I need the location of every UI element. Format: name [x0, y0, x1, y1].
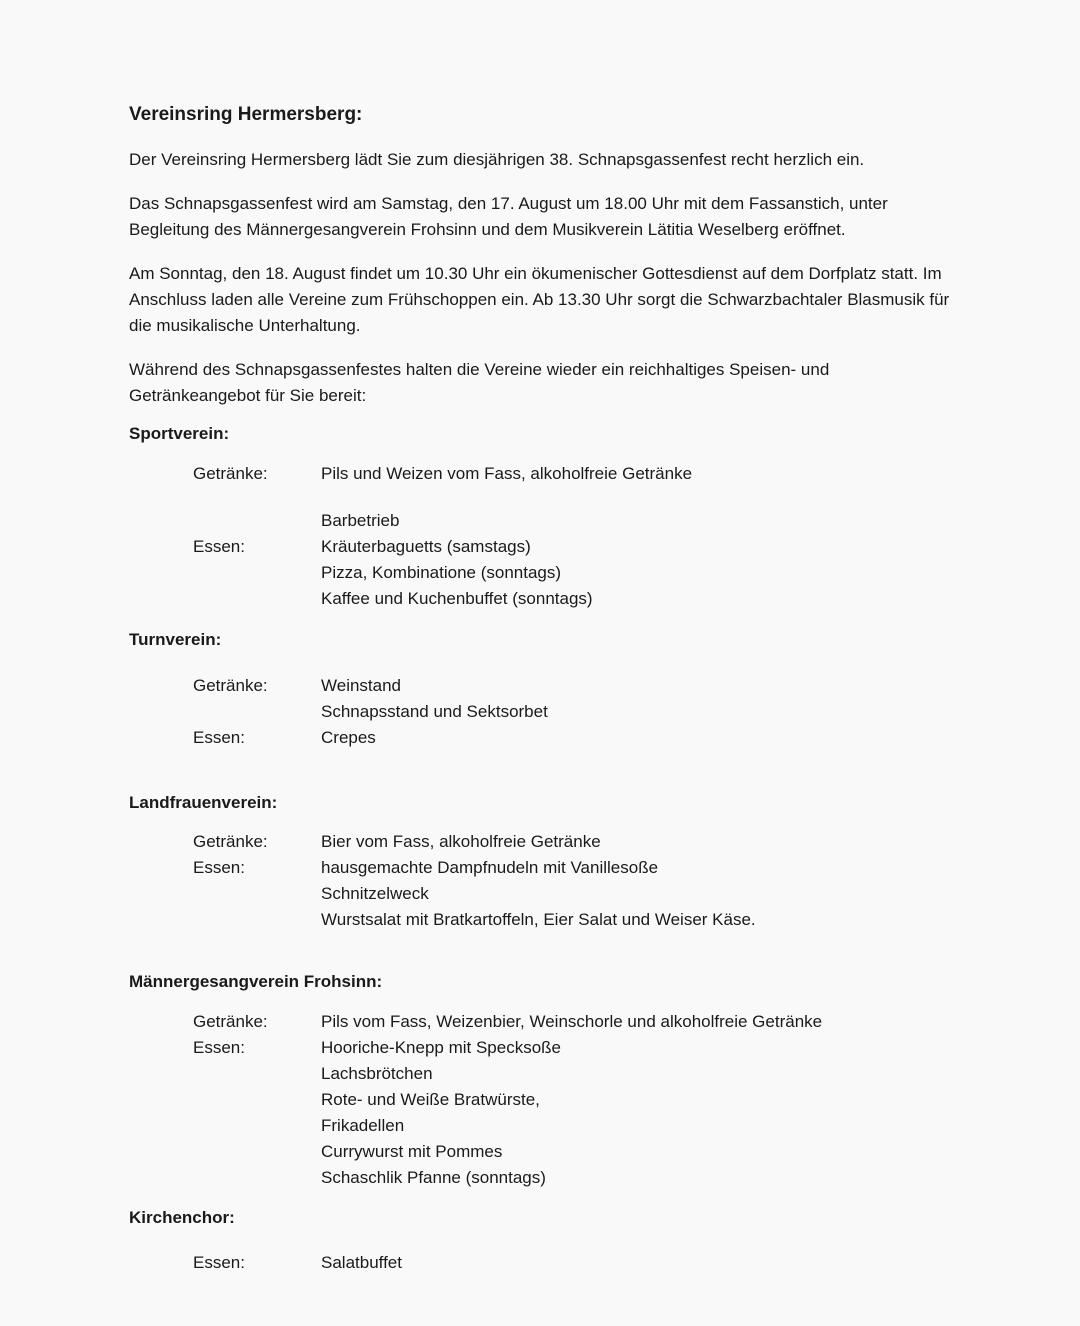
- food-label-kirchenchor: Essen:: [193, 1253, 245, 1272]
- food-item-maennergesangverein: Frikadellen: [321, 1116, 405, 1135]
- food-item-kirchenchor: Salatbuffet: [321, 1253, 402, 1272]
- paragraph-sunday: Am Sonntag, den 18. August findet um 10.30 Uhr ein ökumenischer Gottesdienst auf dem Dorfplatz statt. Im Anschluss laden alle Vereine zum Frühschoppen ein. Ab 13.30 Uhr sorgt die Schwarzbachtaler Blasmusik für die musikalische Unterhaltung.: [129, 264, 950, 335]
- drinks-item-sportverein: Pils und Weizen vom Fass, alkoholfreie Getränke: [321, 464, 693, 483]
- food-label-turnverein: Essen:: [193, 728, 245, 747]
- food-item-sportverein: Kaffee und Kuchenbuffet (sonntags): [321, 589, 593, 608]
- drinks-item-turnverein: Weinstand: [321, 676, 402, 695]
- paragraph-offer: Während des Schnapsgassenfestes halten die Vereine wieder ein reichhaltiges Speisen- und Getränkeangebot für Sie bereit:: [129, 360, 830, 405]
- food-label-maennergesangverein: Essen:: [193, 1038, 245, 1057]
- food-item-landfrauenverein: hausgemachte Dampfnudeln mit Vanillesoße: [321, 858, 659, 877]
- food-item-maennergesangverein: Lachsbrötchen: [321, 1064, 433, 1083]
- food-label-landfrauenverein: Essen:: [193, 858, 245, 877]
- club-heading-maennergesangverein: Männergesangverein Frohsinn:: [129, 972, 383, 991]
- food-item-sportverein: Pizza, Kombinatione (sonntags): [321, 563, 562, 582]
- food-item-maennergesangverein: Hooriche-Knepp mit Specksoße: [321, 1038, 562, 1057]
- drinks-label-turnverein: Getränke:: [193, 676, 268, 695]
- food-item-maennergesangverein: Schaschlik Pfanne (sonntags): [321, 1168, 546, 1187]
- drinks-label-landfrauenverein: Getränke:: [193, 832, 268, 851]
- club-heading-sportverein: Sportverein:: [129, 424, 230, 443]
- food-item-maennergesangverein: Currywurst mit Pommes: [321, 1142, 503, 1161]
- drinks-item-turnverein: Schnapsstand und Sektsorbet: [321, 702, 548, 721]
- club-heading-landfrauenverein: Landfrauenverein:: [129, 793, 278, 812]
- food-label-sportverein: Essen:: [193, 537, 245, 556]
- paragraph-saturday: Das Schnapsgassenfest wird am Samstag, den 17. August um 18.00 Uhr mit dem Fassanstich, unter Begleitung des Männergesangverein Frohsinn und dem Musikverein Lätitia Weselberg eröffnet.: [129, 194, 888, 239]
- food-item-sportverein: Kräuterbaguetts (samstags): [321, 537, 531, 556]
- drinks-item-maennergesangverein: Pils vom Fass, Weizenbier, Weinschorle und alkoholfreie Getränke: [321, 1012, 823, 1031]
- drinks-label-maennergesangverein: Getränke:: [193, 1012, 268, 1031]
- drinks-item-landfrauenverein: Bier vom Fass, alkoholfreie Getränke: [321, 832, 601, 851]
- document-title: Vereinsring Hermersberg:: [129, 104, 363, 125]
- food-item-landfrauenverein: Wurstsalat mit Bratkartoffeln, Eier Salat und Weiser Käse.: [321, 910, 756, 929]
- food-item-landfrauenverein: Schnitzelweck: [321, 884, 429, 903]
- food-item-turnverein: Crepes: [321, 728, 376, 747]
- food-item-maennergesangverein: Rote- und Weiße Bratwürste,: [321, 1090, 540, 1109]
- drinks-item-sportverein: Barbetrieb: [321, 511, 400, 530]
- club-heading-kirchenchor: Kirchenchor:: [129, 1208, 235, 1227]
- paragraph-invitation: Der Vereinsring Hermersberg lädt Sie zum diesjährigen 38. Schnapsgassenfest recht herzlich ein.: [129, 150, 865, 169]
- drinks-label-sportverein: Getränke:: [193, 464, 268, 483]
- club-heading-turnverein: Turnverein:: [129, 630, 222, 649]
